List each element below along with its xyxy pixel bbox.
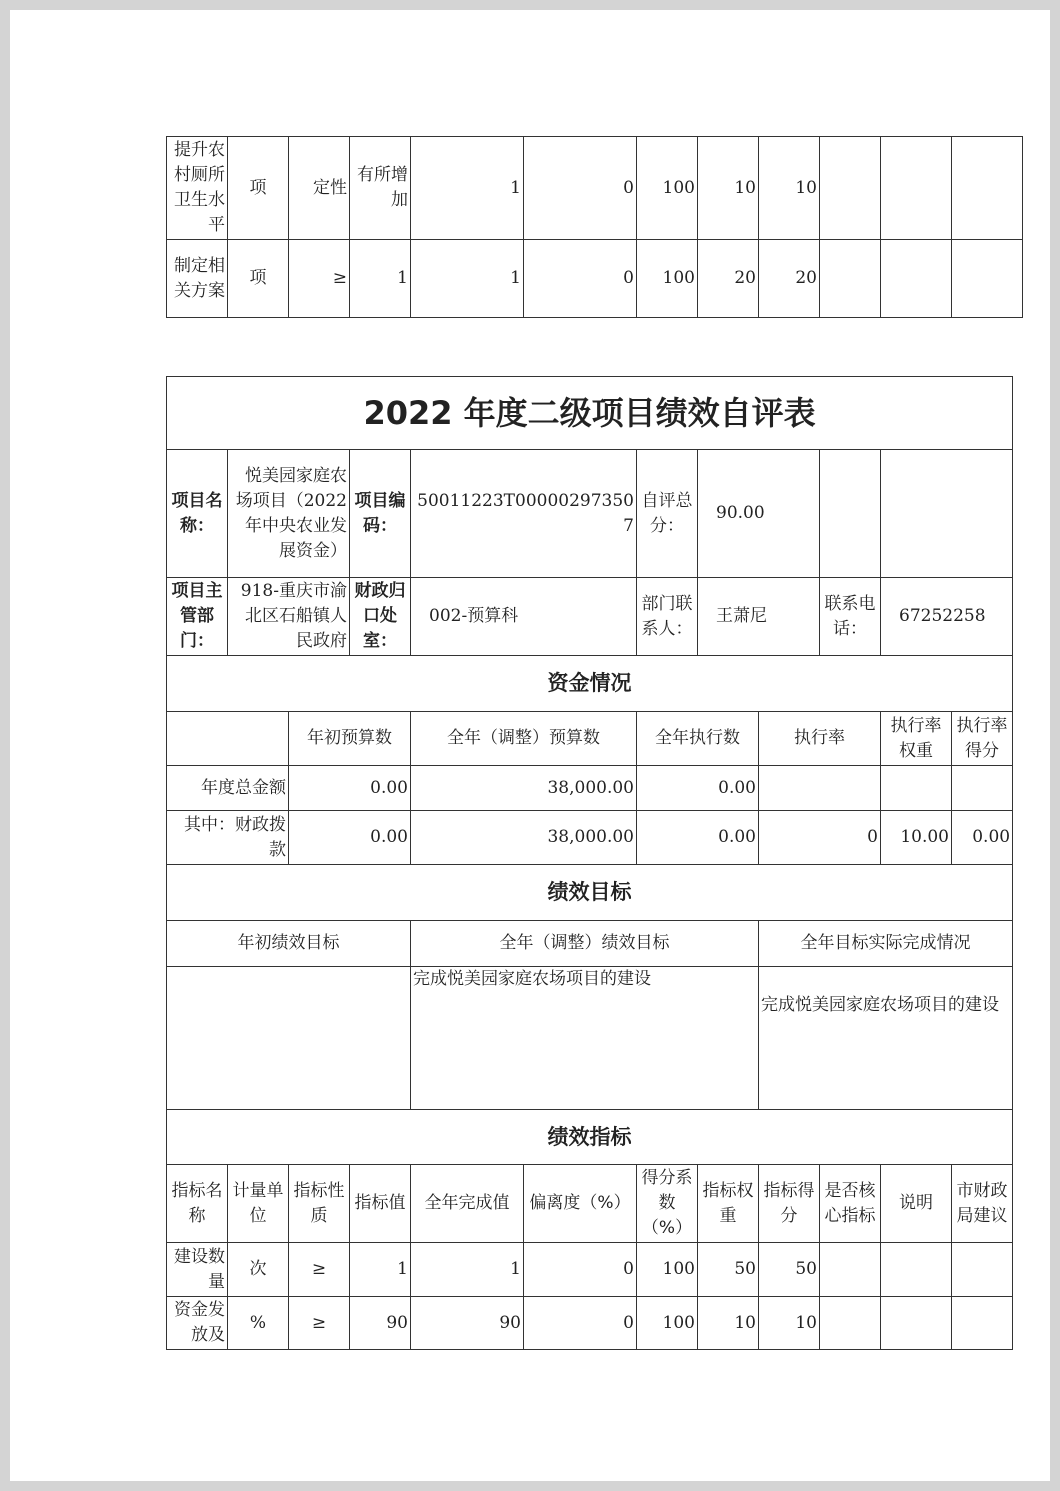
ind-header-coef: 得分系数（%）	[637, 1165, 698, 1243]
indicator-weight: 50	[698, 1243, 759, 1297]
indicator-name: 资金发放及	[167, 1297, 228, 1350]
funds-header-rate: 执行率	[759, 712, 881, 766]
indicator-actual: 90	[411, 1297, 524, 1350]
indicator-deviation: 0	[524, 1297, 637, 1350]
form-title: 2022 年度二级项目绩效自评表	[167, 377, 1013, 450]
ind-header-name: 指标名称	[167, 1165, 228, 1243]
indicator-actual: 1	[411, 240, 524, 318]
funds-header-initial: 年初预算数	[289, 712, 411, 766]
indicator-nature: ≥	[289, 1243, 350, 1297]
empty-cell	[167, 712, 289, 766]
funds-total-adjusted: 38,000.00	[411, 766, 637, 811]
table-row	[167, 240, 1023, 318]
document-page	[10, 10, 1050, 1481]
finance-office-value: 002-预算科	[411, 578, 637, 656]
table-row	[167, 1297, 1013, 1350]
indicator-target: 1	[350, 240, 411, 318]
ind-header-core: 是否核心指标	[820, 1165, 881, 1243]
indicator-core	[820, 1243, 881, 1297]
funds-fiscal-rate: 0	[759, 811, 881, 865]
indicator-coef: 100	[637, 137, 698, 240]
goals-adjusted-value: 完成悦美园家庭农场项目的建设	[411, 967, 759, 1110]
indicator-nature: 定性	[289, 137, 350, 240]
finance-office-label: 财政归口处室：	[350, 578, 411, 656]
self-score-label: 自评总分：	[637, 450, 698, 578]
goals-section-title: 绩效目标	[167, 865, 1013, 921]
ind-header-score: 指标得分	[759, 1165, 820, 1243]
contact-value: 王萧尼	[698, 578, 820, 656]
indicator-target: 1	[350, 1243, 411, 1297]
empty-cell	[759, 766, 881, 811]
indicator-name: 制定相关方案	[167, 240, 228, 318]
indicators-section-title: 绩效指标	[167, 1110, 1013, 1165]
phone-label: 联系电话：	[820, 578, 881, 656]
indicator-score: 50	[759, 1243, 820, 1297]
goals-header-initial: 年初绩效目标	[167, 921, 411, 967]
indicator-note	[881, 1297, 952, 1350]
self-score-value: 90.00	[698, 450, 820, 578]
indicator-coef: 100	[637, 1243, 698, 1297]
funds-header-executed: 全年执行数	[637, 712, 759, 766]
dept-value: 918-重庆市渝北区石船镇人民政府	[228, 578, 350, 656]
indicator-weight: 10	[698, 1297, 759, 1350]
indicator-advice	[952, 1297, 1013, 1350]
funds-fiscal-adjusted: 38,000.00	[411, 811, 637, 865]
dept-label: 项目主管部门：	[167, 578, 228, 656]
indicator-target: 90	[350, 1297, 411, 1350]
table-row	[167, 1243, 1013, 1297]
indicator-advice	[952, 1243, 1013, 1297]
phone-value: 67252258	[881, 578, 1013, 656]
empty-cell	[881, 766, 952, 811]
indicator-unit: 项	[228, 240, 289, 318]
funds-total-initial: 0.00	[289, 766, 411, 811]
ind-header-target: 指标值	[350, 1165, 411, 1243]
indicator-core	[820, 137, 881, 240]
self-evaluation-form	[166, 376, 1013, 1350]
project-code-label: 项目编码：	[350, 450, 411, 578]
table-row	[167, 137, 1023, 240]
indicator-note	[881, 1243, 952, 1297]
ind-header-deviation: 偏离度（%）	[524, 1165, 637, 1243]
ind-header-weight: 指标权重	[698, 1165, 759, 1243]
indicator-score: 10	[759, 137, 820, 240]
indicator-actual: 1	[411, 1243, 524, 1297]
funds-fiscal-label: 其中：财政拨款	[167, 811, 289, 865]
indicator-core	[820, 240, 881, 318]
project-name-value: 悦美园家庭农场项目（2022 年中央农业发展资金）	[228, 450, 350, 578]
indicator-unit: 次	[228, 1243, 289, 1297]
empty-cell	[820, 450, 881, 578]
indicator-actual: 1	[411, 137, 524, 240]
goals-header-adjusted: 全年（调整）绩效目标	[411, 921, 759, 967]
indicator-core	[820, 1297, 881, 1350]
ind-header-note: 说明	[881, 1165, 952, 1243]
indicator-deviation: 0	[524, 240, 637, 318]
ind-header-actual: 全年完成值	[411, 1165, 524, 1243]
top-indicator-table	[166, 136, 1023, 318]
funds-fiscal-executed: 0.00	[637, 811, 759, 865]
empty-cell	[952, 766, 1013, 811]
indicator-weight: 20	[698, 240, 759, 318]
indicator-deviation: 0	[524, 1243, 637, 1297]
project-name-label: 项目名称：	[167, 450, 228, 578]
funds-total-executed: 0.00	[637, 766, 759, 811]
funds-header-weight: 执行率权重	[881, 712, 952, 766]
indicator-coef: 100	[637, 1297, 698, 1350]
indicator-nature: ≥	[289, 1297, 350, 1350]
empty-cell	[881, 450, 1013, 578]
indicator-note	[881, 137, 952, 240]
ind-header-nature: 指标性质	[289, 1165, 350, 1243]
indicator-nature: ≥	[289, 240, 350, 318]
indicator-note	[881, 240, 952, 318]
ind-header-advice: 市财政局建议	[952, 1165, 1013, 1243]
indicator-advice	[952, 137, 1023, 240]
funds-fiscal-score: 0.00	[952, 811, 1013, 865]
project-code-value: 50011223T000002973507	[411, 450, 637, 578]
indicator-name: 提升农村厕所卫生水平	[167, 137, 228, 240]
indicator-score: 10	[759, 1297, 820, 1350]
goals-actual-value: 完成悦美园家庭农场项目的建设	[759, 967, 1013, 1110]
funds-section-title: 资金情况	[167, 656, 1013, 712]
contact-label: 部门联系人：	[637, 578, 698, 656]
indicator-target: 有所增加	[350, 137, 411, 240]
indicator-name: 建设数量	[167, 1243, 228, 1297]
funds-fiscal-initial: 0.00	[289, 811, 411, 865]
ind-header-unit: 计量单位	[228, 1165, 289, 1243]
indicator-unit: %	[228, 1297, 289, 1350]
indicator-weight: 10	[698, 137, 759, 240]
funds-header-adjusted: 全年（调整）预算数	[411, 712, 637, 766]
indicator-score: 20	[759, 240, 820, 318]
funds-fiscal-weight: 10.00	[881, 811, 952, 865]
goals-header-actual: 全年目标实际完成情况	[759, 921, 1013, 967]
funds-header-score: 执行率得分	[952, 712, 1013, 766]
indicator-coef: 100	[637, 240, 698, 318]
goals-initial-value	[167, 967, 411, 1110]
indicator-advice	[952, 240, 1023, 318]
funds-total-label: 年度总金额	[167, 766, 289, 811]
indicator-unit: 项	[228, 137, 289, 240]
indicator-deviation: 0	[524, 137, 637, 240]
